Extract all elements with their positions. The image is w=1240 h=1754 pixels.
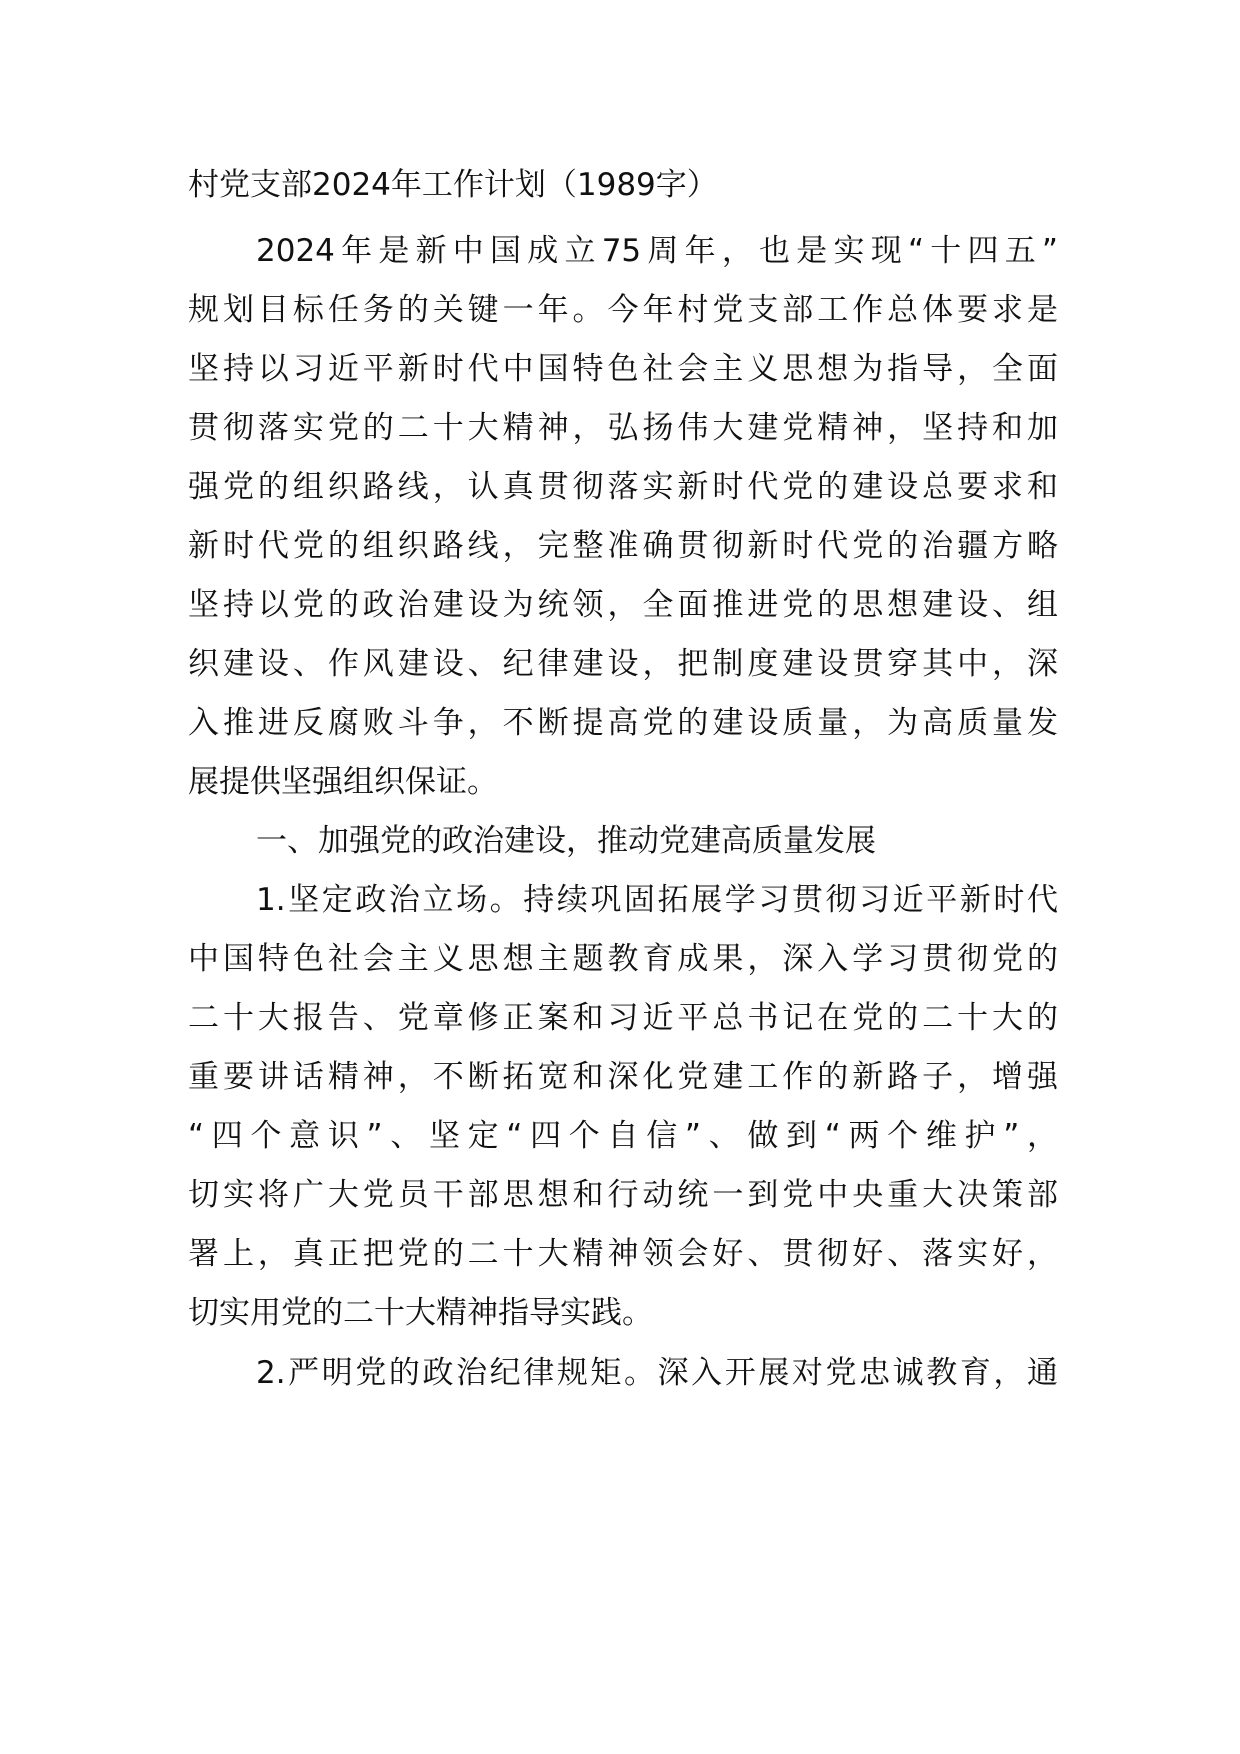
paragraph-line: 展提供坚强组织保证。 [188,764,498,800]
paragraph-line: 2024年是新中国成立75周年，也是实现“十四五” [256,233,1058,269]
paragraph-line: 新时代党的组织路线，完整准确贯彻新时代党的治疆方略 [188,528,1058,564]
paragraph-line: 署上，真正把党的二十大精神领会好、贯彻好、落实好， [188,1236,1058,1272]
paragraph-line: 贯彻落实党的二十大精神，弘扬伟大建党精神，坚持和加 [188,410,1058,446]
paragraph-line: “四个意识”、坚定“四个自信”、做到“两个维护”， [188,1118,1058,1154]
paragraph-line: 强党的组织路线，认真贯彻落实新时代党的建设总要求和 [188,469,1058,505]
paragraph-line: 1.坚定政治立场。持续巩固拓展学习贯彻习近平新时代 [256,882,1058,918]
document-title: 村党支部2024年工作计划（1989字） [188,167,718,203]
paragraph-line: 入推进反腐败斗争，不断提高党的建设质量，为高质量发 [188,705,1058,741]
paragraph-line: 2.严明党的政治纪律规矩。深入开展对党忠诚教育，通 [256,1355,1058,1391]
paragraph-line: 切实将广大党员干部思想和行动统一到党中央重大决策部 [188,1177,1058,1213]
section-heading: 一、加强党的政治建设，推动党建高质量发展 [256,823,876,859]
paragraph-line: 坚持以党的政治建设为统领，全面推进党的思想建设、组 [188,587,1058,623]
paragraph-line: 中国特色社会主义思想主题教育成果，深入学习贯彻党的 [188,941,1058,977]
paragraph-line: 坚持以习近平新时代中国特色社会主义思想为指导，全面 [188,351,1058,387]
paragraph-line: 切实用党的二十大精神指导实践。 [188,1295,653,1331]
paragraph-line: 织建设、作风建设、纪律建设，把制度建设贯穿其中，深 [188,646,1058,682]
paragraph-line: 重要讲话精神，不断拓宽和深化党建工作的新路子，增强 [188,1059,1058,1095]
paragraph-line: 规划目标任务的关键一年。今年村党支部工作总体要求是 [188,292,1058,328]
paragraph-line: 二十大报告、党章修正案和习近平总书记在党的二十大的 [188,1000,1058,1036]
